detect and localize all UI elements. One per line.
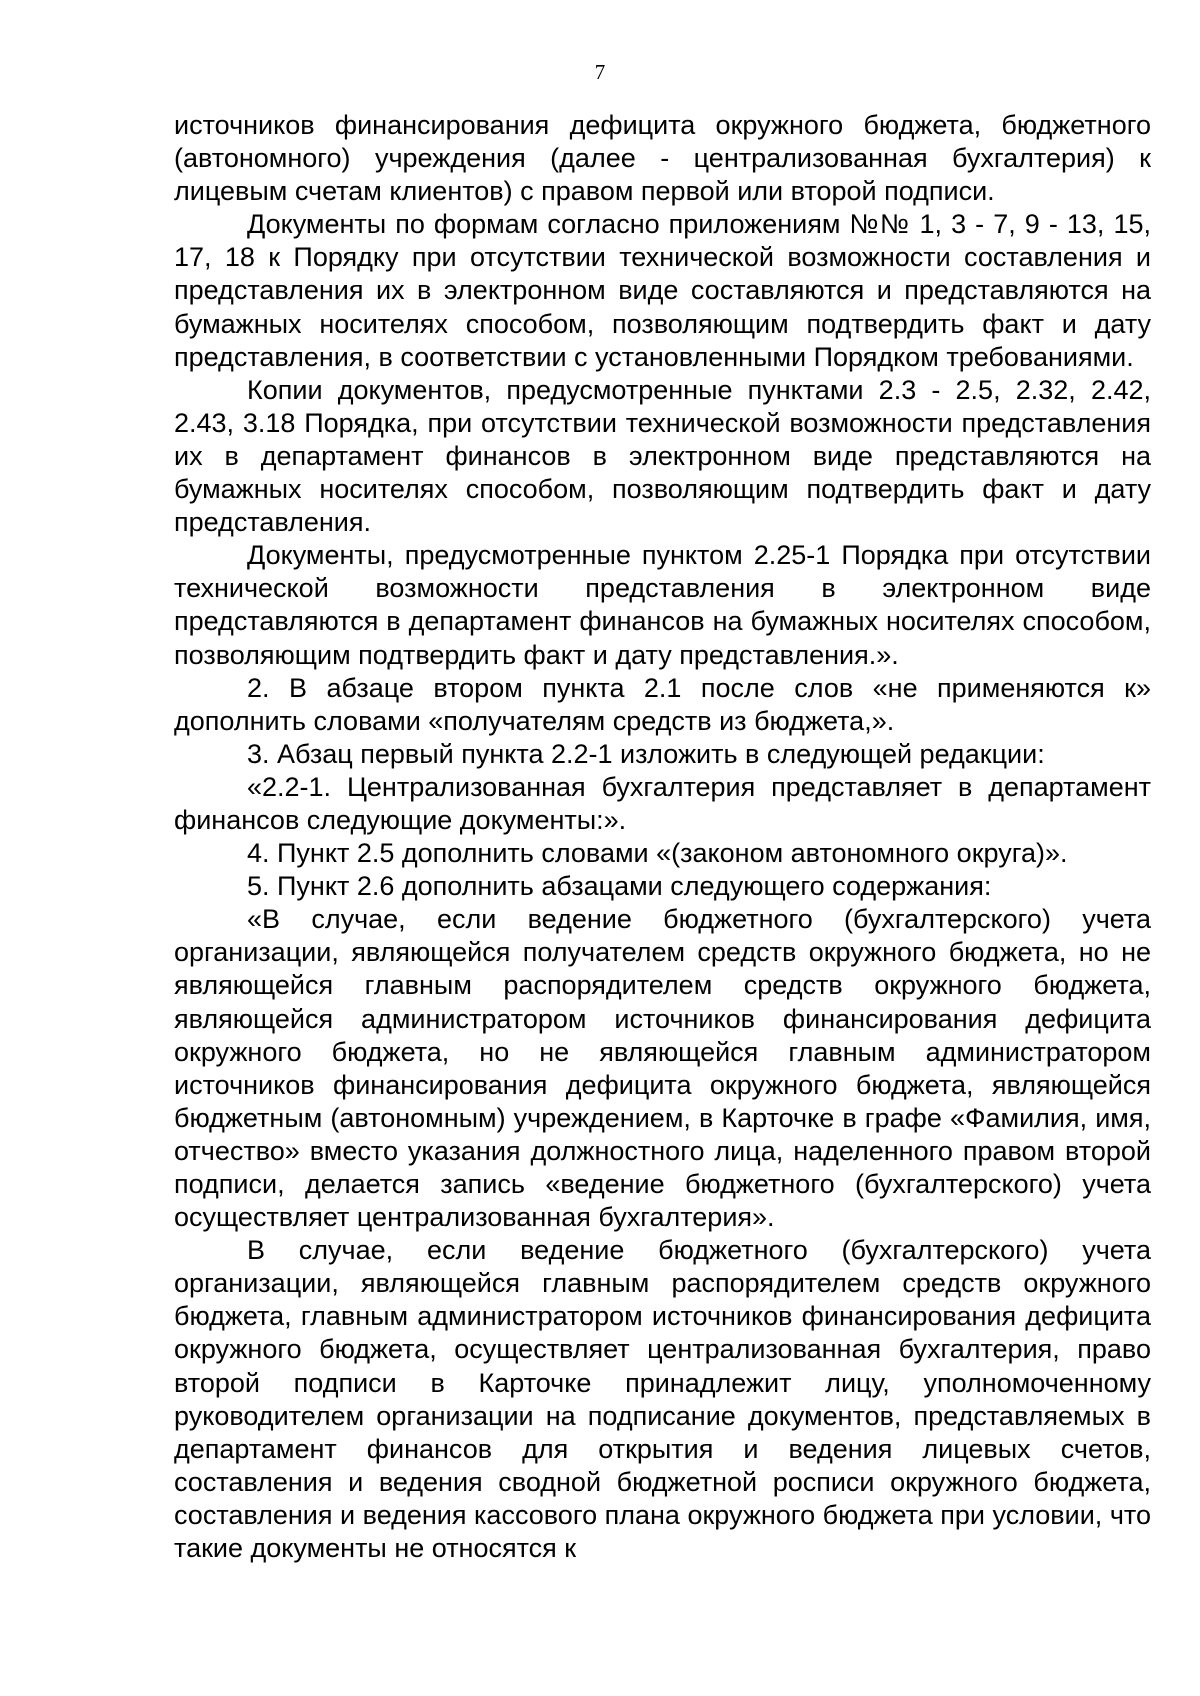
paragraph-case-recipient: «В случае, если ведение бюджетного (бухгалтерского) учета организации, являющейся получателем средств окружного бюджета, но не являющейся главным распорядителем средств окружного бюджета, являющейся администратором источников финансирования дефицита окружного бюджета, но не являющейся главным администратором источников финансирования дефицита окружного бюджета, являющейся бюджетным (автономным) учреждением, в Карточке в графе «Фамилия, имя, отчество» вместо указания должностного лица, наделенного правом второй подписи, делается запись «ведение бюджетного (бухгалтерского) учета осуществляет централизованная бухгалтерия». bbox=[174, 904, 1151, 1233]
paragraph-paper-forms: Документы по формам согласно приложениям №№ 1, 3 - 7, 9 - 13, 15, 17, 18 к Порядку при отсутствии технической возможности составления и представления их в электронном виде составляются и представляются на бумажных носителях способом, позволяющим подтвердить факт и дату представления, в соответствии с установленными Порядком требованиями. bbox=[174, 209, 1151, 372]
paragraph-continuation: источников финансирования дефицита окружного бюджета, бюджетного (автономного) учреждения (далее - централизованная бухгалтерия) к лицевым счетам клиентов) с правом первой или второй подписи. bbox=[174, 110, 1151, 207]
paragraph-amendment-4: 4. Пункт 2.5 дополнить словами «(законом автономного округа)». bbox=[247, 838, 1068, 869]
paragraph-amendment-3: 3. Абзац первый пункта 2.2-1 изложить в следующей редакции: bbox=[247, 738, 1045, 769]
paragraph-amendment-2: 2. В абзаце втором пункта 2.1 после слов «не применяются к» дополнить словами «получателям средств из бюджета,». bbox=[174, 672, 1151, 736]
document-body bbox=[174, 109, 1151, 1565]
page-number: 7 bbox=[594, 60, 606, 84]
paragraph-document-copies: Копии документов, предусмотренные пунктами 2.3 - 2.5, 2.32, 2.42, 2.43, 3.18 Порядка, при отсутствии технической возможности представления их в департамент финансов в электронном виде представляются на бумажных носителях способом, позволяющим подтвердить факт и дату представления. bbox=[174, 374, 1151, 538]
paragraph-documents-2-25-1: Документы, предусмотренные пунктом 2.25-1 Порядка при отсутствии технической возможности представления в электронном виде представляются в департамент финансов на бумажных носителях способом, позволяющим подтвердить факт и дату представления.». bbox=[174, 540, 1151, 670]
paragraph-new-2-2-1: «2.2-1. Централизованная бухгалтерия представляет в департамент финансов следующие документы:». bbox=[174, 771, 1151, 835]
paragraph-amendment-5: 5. Пункт 2.6 дополнить абзацами следующего содержания: bbox=[247, 871, 992, 902]
paragraph-case-main-manager: В случае, если ведение бюджетного (бухгалтерского) учета организации, являющейся главным распорядителем средств окружного бюджета, главным администратором источников финансирования дефицита окружного бюджета, осуществляет централизованная бухгалтерия, право второй подписи в Карточке принадлежит лицу, уполномоченному руководителем организации на подписание документов, представляемых в департамент финансов для открытия и ведения лицевых счетов, составления и ведения сводной бюджетной росписи окружного бюджета, составления и ведения кассового плана окружного бюджета при условии, что такие документы не относятся к bbox=[174, 1235, 1151, 1564]
